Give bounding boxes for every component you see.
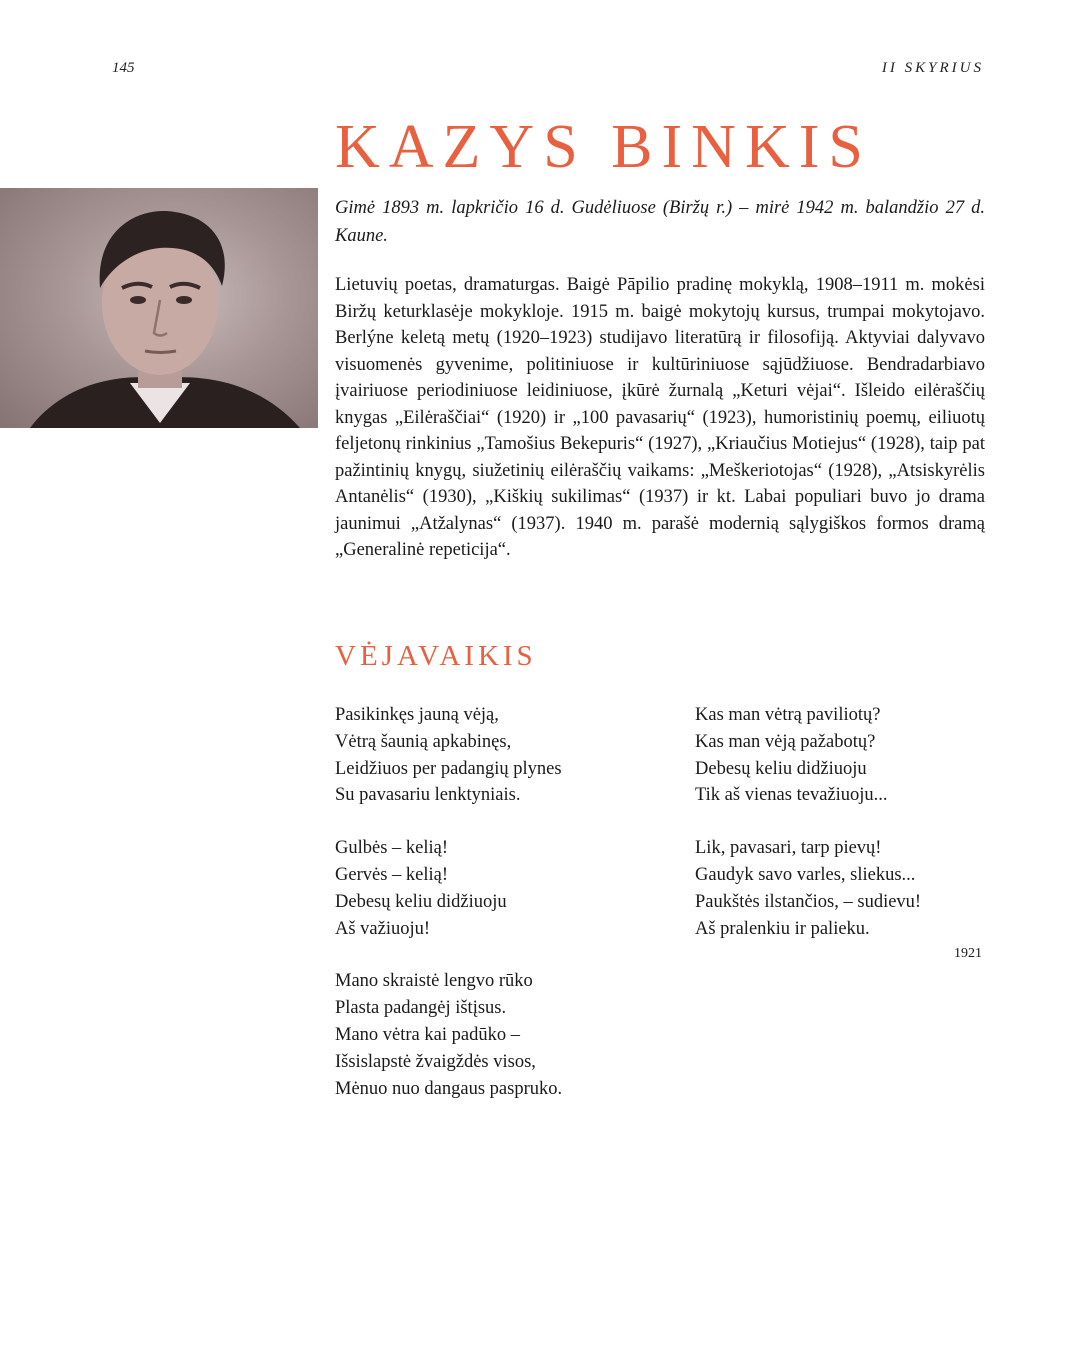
life-dates: Gimė 1893 m. lapkričio 16 d. Gudėliuose (Biržų r.) – mirė 1942 m. balandžio 27 d. Kaune.	[335, 198, 985, 246]
poem-line: Kas man vėtrą paviliotų?	[695, 705, 881, 725]
stanza	[335, 968, 665, 1102]
poem-line: Mano skraistė lengvo rūko	[335, 971, 533, 992]
poem-line: Leidžiuos per padangių plynes	[335, 758, 562, 779]
poem-line: Gulbės – kelią!	[335, 838, 449, 859]
poem-line: Plasta padangėj ištįsus.	[335, 998, 507, 1019]
poem-line: Gervės – kelią!	[335, 864, 449, 885]
portrait-image	[0, 188, 318, 428]
poem-line: Išsislapstė žvaigždės visos,	[335, 1051, 536, 1072]
poem-right-column	[695, 702, 985, 968]
poem-title: VĖJAVAIKIS	[335, 640, 537, 672]
poem-line: Kas man vėją pažabotų?	[695, 731, 876, 752]
poem-line: Debesų keliu didžiuoju	[335, 891, 507, 912]
poem-left-column	[335, 702, 665, 1128]
poem-line: Paukštės ilstančios, – sudievu!	[695, 891, 922, 912]
section-label: II SKYRIUS	[881, 60, 984, 76]
page-number: 145	[112, 60, 135, 76]
poem-line: Mano vėtra kai padūko –	[335, 1024, 520, 1045]
poem-line: Aš važiuoju!	[335, 918, 431, 939]
stanza	[695, 835, 985, 942]
stanza	[335, 835, 665, 942]
poem-line: Aš pralenkiu ir palieku.	[695, 918, 870, 939]
poem-line: Tik aš vienas tevažiuoju...	[695, 785, 888, 806]
poem-line: Debesų keliu didžiuoju	[695, 758, 867, 779]
stanza	[695, 702, 985, 809]
poem-line: Gaudyk savo varles, sliekus...	[695, 864, 916, 885]
biography: Lietuvių poetas, dramaturgas. Baigė Pāpilio pradinę mokyklą, 1908–1911 m. mokėsi Biržų keturklasėje mokykloje. 1915 m. baigė mokytojų kursus, trumpai mokytojavo. Berlýne keletą metų (1920–1923) studijavo literatūrą ir filosofiją. Aktyviai dalyvavo visuomenės gyvenime, politiniuose ir kultūriniuose sąjūdžiuose. Bendradarbiavo įvairiuose periodiniuose leidiniuose, įkūrė žurnalą „Keturi vėjai“. Išleido eilėraščių knygas „Eilėraščiai“ (1920) ir „100 pavasarių“ (1923), humoristinių poemų, eiliuotų feljetonų rinkinius „Tamošius Bekepuris“ (1927), „Kriaučius Motiejus“ (1928), taip pat pažintinių knygų, siužetinių eilėraščių vaikams: „Meškeriotojas“ (1928), „Atsiskyrėlis Antanėlis“ (1930), „Kiškių sukilimas“ (1937) ir kt. Labai populiari buvo jo drama jaunimui „Atžalynas“ (1937). 1940 m. parašė modernią sąlygiškos formos dramą „Generalinė repeticija“.	[335, 275, 985, 560]
poem-line: Pasikinkęs jauną vėją,	[335, 705, 499, 725]
poem-line: Lik, pavasari, tarp pievų!	[695, 838, 882, 859]
poem-line: Vėtrą šaunią apkabinęs,	[335, 731, 512, 752]
author-name: KAZYS BINKIS	[335, 113, 872, 181]
stanza	[335, 702, 665, 809]
author-portrait	[0, 188, 318, 428]
poem-year: 1921	[954, 946, 982, 961]
poem-line: Su pavasariu lenktyniais.	[335, 785, 521, 806]
poem-line: Mėnuo nuo dangaus paspruko.	[335, 1078, 563, 1099]
